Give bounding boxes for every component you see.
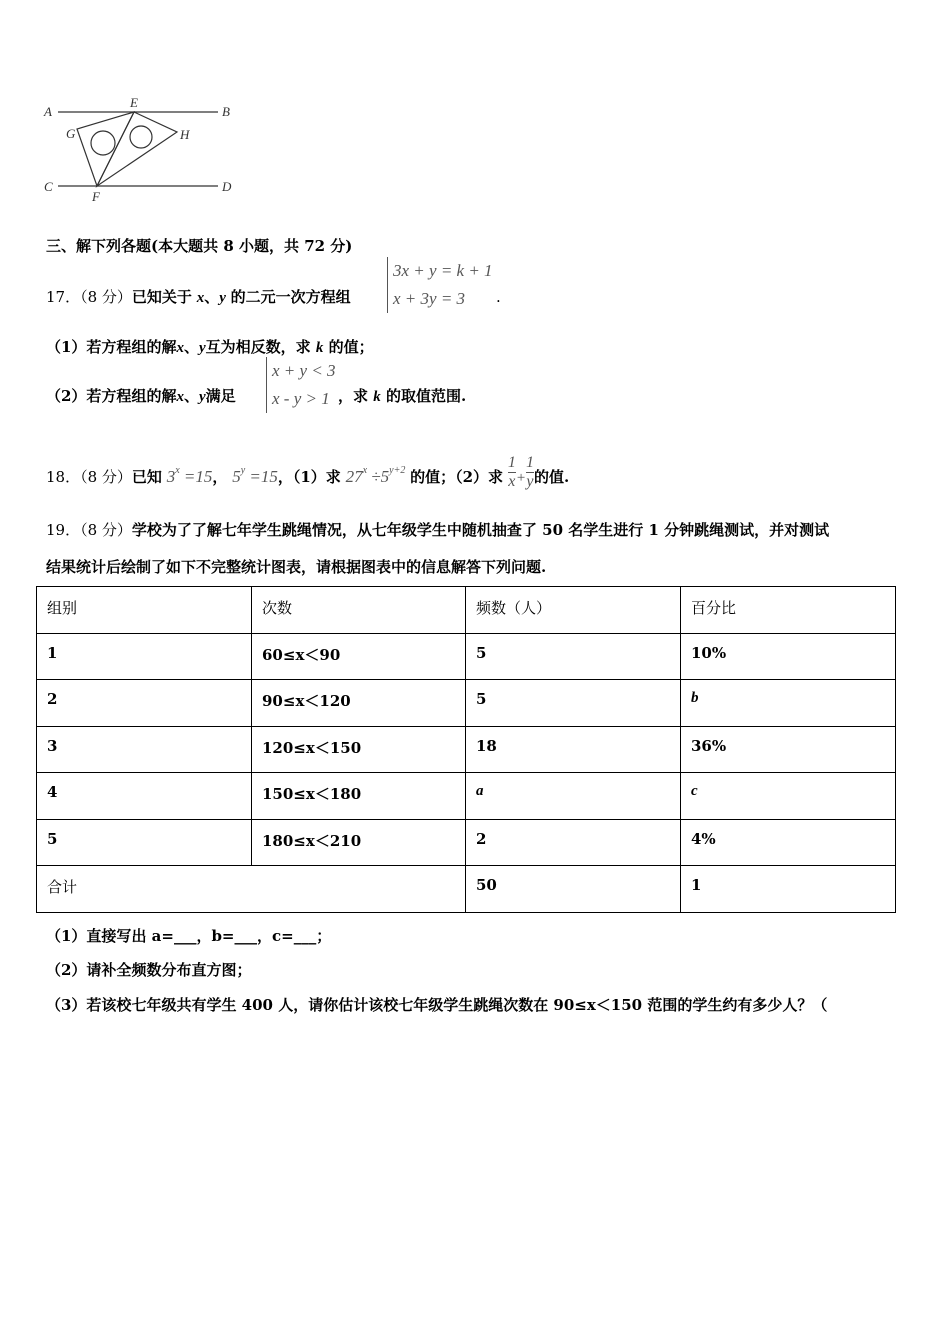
q19-line2: 结果统计后绘制了如下不完整统计图表，请根据图表中的信息解答下列问题. [46,558,547,576]
q17-part1-sep: 、 [183,338,199,356]
label-c: C [44,179,53,194]
label-a: A [44,104,52,119]
cell: a [466,773,681,820]
q19-number: 19． [46,521,81,539]
q17-part1-a: （1）若方程组的解 [46,338,177,356]
q18-one-b: 1 [525,453,534,471]
q18-eq15b: =15 [249,467,278,486]
cell: 3 [37,726,252,773]
q17-part1-x: x [176,340,184,356]
q18-base3: 3 [166,467,176,486]
cell: 2 [466,819,681,866]
q18-expr1 [167,467,213,486]
cell: 150≤x＜180 [252,773,466,820]
incircle-left [91,131,115,155]
cell: 18 [466,726,681,773]
q17-stem [46,287,351,308]
q18-val: 的值；（2）求 [410,468,504,486]
q17-ineq1: x + y < 3 [272,361,336,380]
q18-one-a: 1 [507,453,516,471]
q18-exp-x: x [175,465,180,476]
q18-frac-1y [526,454,534,491]
q17-eq2: x + 3y = 3 [393,289,466,308]
q17-part2-text-d: 的取值范围. [385,387,467,405]
q18-expr2 [232,467,278,486]
cell: 1 [37,633,252,680]
q17-part2-x: x [176,389,184,405]
label-f: F [92,189,100,204]
q17-number: 17． [46,288,81,306]
header-frequency: 频数（人） [466,587,681,634]
q17-part1-b: 互为相反数，求 [205,338,311,356]
q17-inequality-system [266,357,336,413]
table-header-row [37,587,896,634]
q19-sub1: （1）直接写出 a=___，b=___，c=___； [46,927,332,945]
cell: 4% [681,819,896,866]
q17-part2-b [338,386,466,407]
q18-score: （8 分） [80,468,132,486]
q17-part2-text-c: ，求 [338,387,369,405]
q18-div5: ÷5 [371,467,390,486]
q17-part1-k: k [315,340,324,356]
cell: 5 [466,633,681,680]
q18-line [46,453,570,491]
q17-end: . [496,288,501,306]
q18-exp-x2: x [362,465,368,476]
q18-base5: 5 [232,467,241,486]
q17-part1 [46,337,374,358]
table-total-row [37,866,896,913]
q18-den-y: y [526,472,534,490]
cell: 90≤x＜120 [252,680,466,727]
q17-part2-y: y [198,389,206,405]
header-percent: 百分比 [681,587,896,634]
triangle-efg [77,112,134,186]
q17-ineq2: x - y > 1 [272,389,330,408]
q19-sub3: （3）若该校七年级共有学生 400 人，请你估计该校七年级学生跳绳次数在 90≤x＜150 范围的学生约有多少人？（ [46,996,828,1014]
label-g: G [66,126,76,141]
table-row [37,633,896,680]
total-label: 合计 [37,866,466,913]
frequency-table [36,586,896,913]
q17-eq1: 3x + y = k + 1 [393,261,493,280]
q17-part2-k: k [373,389,381,405]
cell: c [681,773,896,820]
table-row [37,819,896,866]
cell: 180≤x＜210 [252,819,466,866]
cell: 60≤x＜90 [252,633,466,680]
table-row [37,680,896,727]
q17-part1-c: 的值； [328,338,374,356]
q17-score: （8 分） [80,288,132,306]
cell: 5 [37,819,252,866]
label-d: D [222,179,232,194]
cell: 4 [37,773,252,820]
cell: 2 [37,680,252,727]
q18-text-a: 已知 [131,468,162,486]
q17-part2-sep: 、 [183,387,199,405]
header-count: 次数 [252,587,466,634]
q19-score: （8 分） [80,521,132,539]
q17-sep: 、 [204,288,220,306]
header-group: 组别 [37,587,252,634]
q17-part2-a [46,386,236,407]
geometry-figure [40,92,240,207]
q18-number: 18． [46,468,81,486]
q17-part2-text-a: （2）若方程组的解 [46,387,177,405]
cell: 10% [681,633,896,680]
q18-frac-1x [508,454,516,491]
q19-text-line1: 学校为了了解七年学生跳绳情况，从七年级学生中随机抽查了 50 名学生进行 1 分钟跳绳测试，并对测试 [131,521,830,539]
q18-exp-y2: y+2 [389,465,406,476]
cell: b [681,680,896,727]
q18-eq15a: =15 [183,467,213,486]
q17-var-x: x [196,290,205,306]
q17-part2-text-b: 满足 [205,387,236,405]
q17-text-a: 已知关于 [131,288,192,306]
q18-den-x: x [508,472,516,490]
cell: 120≤x＜150 [252,726,466,773]
q19-sub2: （2）请补全频数分布直方图； [46,961,252,979]
q17-equation-system [387,257,493,313]
q17-text-b: 的二元一次方程组 [230,288,351,306]
total-frequency: 50 [466,866,681,913]
table-row [37,773,896,820]
q18-base27: 27 [345,467,363,486]
q18-comma: ， [212,468,228,486]
q18-val2: 的值. [533,468,570,486]
incircle-right [130,126,152,148]
label-e: E [130,95,138,110]
cell: 5 [466,680,681,727]
q18-plus: + [515,470,526,486]
section-heading: 三、解下列各题(本大题共 8 小题，共 72 分) [46,237,353,255]
label-h: H [180,127,190,142]
table-row [37,726,896,773]
q18-exp-y: y [240,465,246,476]
q17-part1-y: y [198,340,206,356]
q19-line1 [46,520,829,540]
q17-var-y: y [219,290,226,306]
q18-part1: ，（1）求 [277,468,341,486]
triangle-efh [97,112,177,186]
q18-expr3 [346,467,406,486]
cell: 36% [681,726,896,773]
label-b: B [222,104,230,119]
total-percent: 1 [681,866,896,913]
